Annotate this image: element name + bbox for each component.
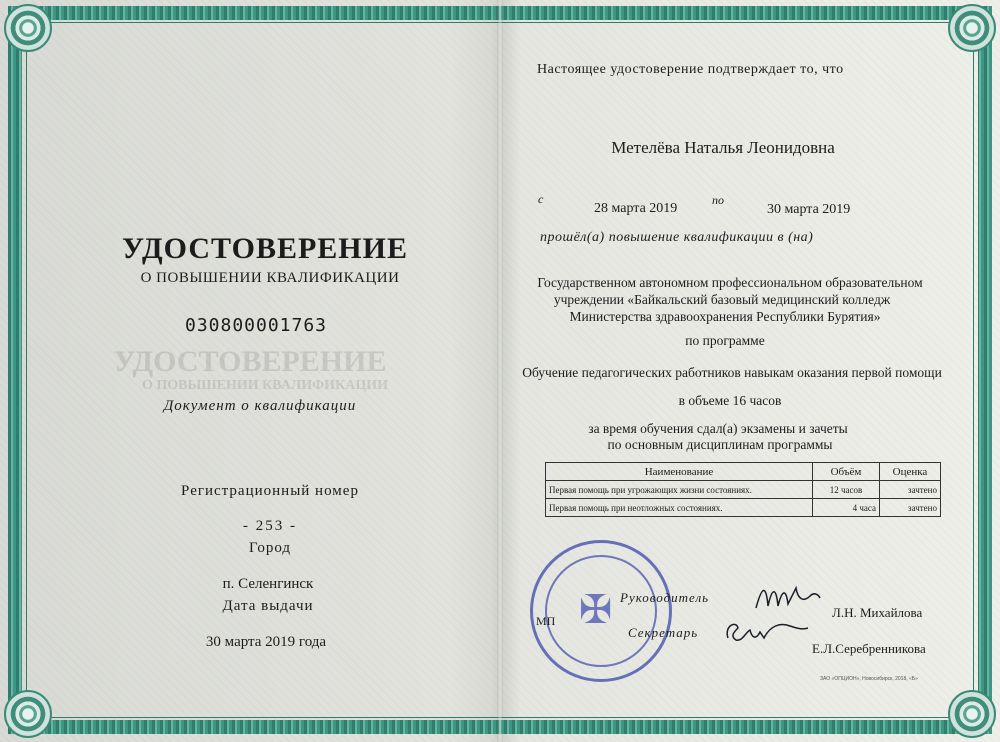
table-row	[546, 481, 941, 499]
secretary-name: Е.Л.Серебренникова	[812, 641, 926, 656]
header-grade: Оценка	[880, 463, 941, 481]
exams-line-2: по основным дисциплинам программы	[607, 437, 833, 452]
subject-name: Первая помощь при неотложных состояниях.	[546, 499, 813, 517]
official-seal	[530, 540, 672, 682]
header-volume: Объём	[813, 463, 880, 481]
corner-rosette-icon	[4, 4, 52, 52]
issue-date-label: Дата выдачи	[222, 598, 314, 614]
program-volume: в объеме 16 часов	[678, 393, 782, 408]
stamp-place-label: МП	[536, 614, 556, 628]
serial-number: 030800001763	[184, 315, 328, 336]
city: п. Селенгинск	[222, 576, 314, 592]
corner-rosette-icon	[4, 690, 52, 738]
city-label: Город	[248, 540, 292, 556]
page-fold	[497, 0, 503, 742]
to-label: по	[712, 193, 724, 207]
subject-grade: зачтено	[880, 499, 941, 517]
header-name: Наименование	[546, 463, 813, 481]
program-name: Обучение педагогических работников навыкам оказания первой помощи	[522, 365, 942, 380]
corner-rosette-icon	[948, 4, 996, 52]
subject-name: Первая помощь при угрожающих жизни состояниях.	[546, 481, 813, 499]
head-name: Л.Н. Михайлова	[832, 605, 923, 620]
holder-name: Метелёва Наталья Леонидовна	[611, 138, 835, 157]
secretary-label: Секретарь	[628, 625, 699, 640]
subject-hours: 12 часов	[813, 481, 880, 499]
program-label: по программе	[685, 333, 765, 348]
to-date: 30 марта 2019	[767, 202, 851, 217]
secretary-signature	[720, 612, 810, 648]
subjects-table	[545, 462, 941, 517]
double-headed-eagle-icon: ✠	[579, 587, 613, 633]
certificate-title: УДОСТОВЕРЕНИЕ	[122, 232, 408, 265]
head-label: Руководитель	[620, 590, 710, 605]
reg-number: - 253 -	[243, 518, 297, 534]
org-line-2: учреждении «Байкальский базовый медицинский колледж	[553, 292, 891, 307]
intro-text: Настоящее удостоверение подтверждает то, что	[537, 62, 844, 77]
bleed-through-title: УДОСТОВЕРЕНИЕ	[113, 345, 387, 378]
subject-grade: зачтено	[880, 481, 941, 499]
certificate-subtitle: О ПОВЫШЕНИИ КВАЛИФИКАЦИИ	[140, 270, 400, 286]
reg-number-label: Регистрационный номер	[181, 483, 359, 499]
bleed-through-subtitle: О ПОВЫШЕНИИ КВАЛИФИКАЦИИ	[141, 378, 389, 393]
table-row	[546, 499, 941, 517]
document-type: Документ о квалификации	[163, 398, 357, 414]
table-header-row	[546, 463, 941, 481]
subject-hours: 4 часа	[813, 499, 880, 517]
corner-rosette-icon	[948, 690, 996, 738]
passed-text: прошёл(а) повышение квалификации в (на)	[540, 230, 814, 245]
exams-line-1: за время обучения сдал(а) экзамены и зачеты	[588, 421, 848, 436]
from-label: с	[538, 192, 544, 206]
printer-imprint: ЗАО «ОПЦИОН», Новосибирск, 2018, «Б»	[820, 676, 918, 682]
issue-date: 30 марта 2019 года	[205, 634, 327, 650]
org-line-3: Министерства здравоохранения Республики Бурятия»	[569, 309, 881, 324]
org-line-1: Государственном автономном профессиональном образовательном	[537, 275, 923, 290]
from-date: 28 марта 2019	[594, 201, 678, 216]
